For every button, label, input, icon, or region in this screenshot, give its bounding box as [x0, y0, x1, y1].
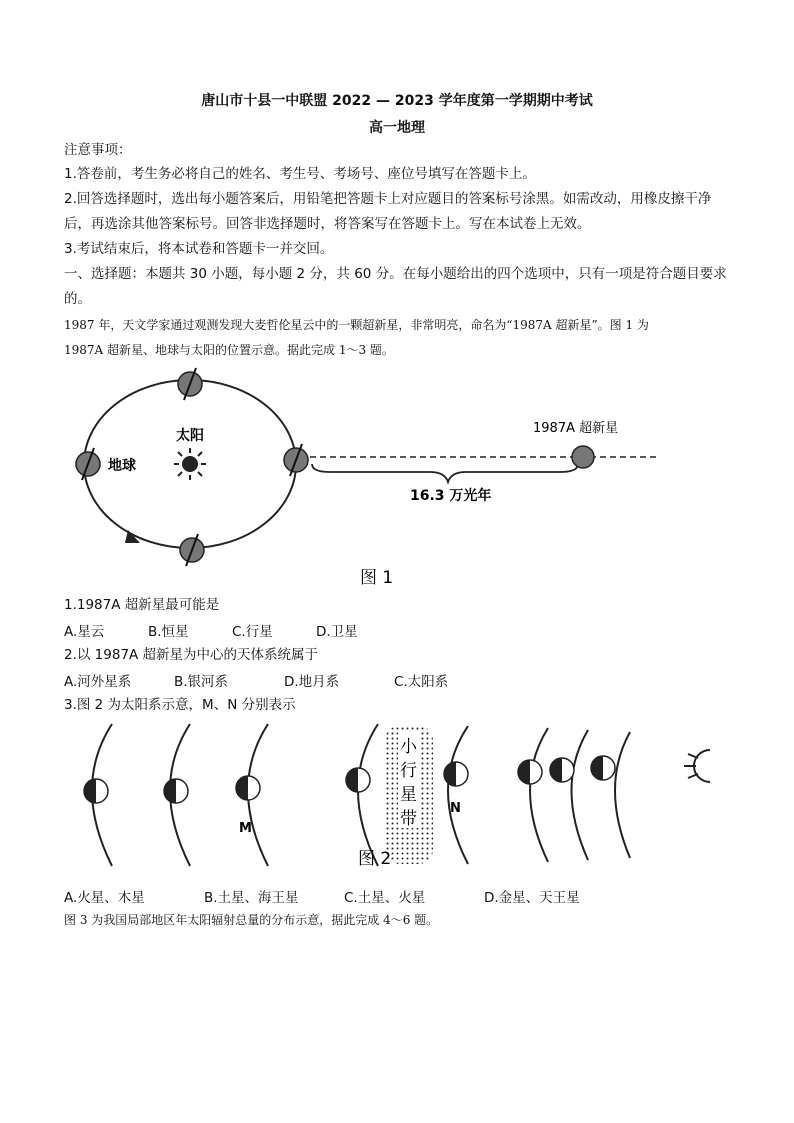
- q3-option-b[interactable]: B.土星、海王星: [204, 890, 299, 906]
- notice-item-2: 2.回答选择题时，选出每小题答案后，用铅笔把答题卡上对应题目的答案标号涂黑。如需改动，用橡皮擦干净: [64, 191, 712, 207]
- q3-option-c[interactable]: C.土星、火星: [344, 890, 426, 906]
- asteroid-label-4: 带: [400, 809, 417, 829]
- planet-7-icon: [550, 758, 574, 782]
- passage-1-line-2: 1987A 超新星、地球与太阳的位置示意。据此完成 1～3 题。: [64, 343, 394, 357]
- planet-2-icon: [164, 779, 188, 803]
- earth-top-icon: [178, 368, 202, 400]
- passage-1-line-1: 1987 年，天文学家通过观测发现大麦哲伦星云中的一颗超新星，非常明亮，命名为“1987A 超新星”。图 1 为: [64, 318, 649, 332]
- asteroid-label-1: 小: [400, 737, 417, 757]
- q2-option-c[interactable]: C.太阳系: [394, 674, 449, 690]
- exam-subject: 高一地理: [369, 120, 425, 136]
- q1-option-c[interactable]: C.行星: [232, 624, 273, 640]
- distance-label: 16.3 万光年: [410, 488, 492, 504]
- passage-2: 图 3 为我国局部地区年太阳辐射总量的分布示意，据此完成 4～6 题。: [64, 913, 439, 927]
- q2-option-b[interactable]: B.银河系: [174, 674, 229, 690]
- notice-item-1: 1.答卷前，考生务必将自己的姓名、考生号、考场号、座位号填写在答题卡上。: [64, 166, 536, 182]
- sun-icon: [684, 750, 710, 782]
- earth-left-icon: [76, 448, 100, 480]
- earth-right-icon: [284, 444, 308, 476]
- figure-1-orbit-diagram: [0, 360, 794, 595]
- planet-4-icon: [346, 768, 370, 792]
- orbit-7: [572, 730, 589, 860]
- exam-title: 唐山市十县一中联盟 2022 — 2023 学年度第一学期期中考试: [201, 93, 593, 109]
- section-heading-cont: 的。: [64, 291, 91, 307]
- q1-option-a[interactable]: A.星云: [64, 624, 105, 640]
- n-label: N: [450, 801, 461, 816]
- section-heading: 一、选择题：本题共 30 小题，每小题 2 分，共 60 分。在每小题给出的四个选项中，只有一项是符合题目要求: [64, 266, 727, 282]
- notice-item-2-cont: 后，再选涂其他答案标号。回答非选择题时，将答案写在答题卡上。写在本试卷上无效。: [64, 216, 591, 232]
- planet-n-icon: [444, 762, 468, 786]
- planet-8-icon: [591, 756, 615, 780]
- asteroid-label-3: 星: [400, 785, 417, 805]
- notice-item-3: 3.考试结束后，将本试卷和答题卡一并交回。: [64, 241, 334, 257]
- question-2-options: [64, 670, 448, 690]
- earth-bottom-icon: [180, 534, 204, 566]
- sun-icon: [174, 448, 206, 480]
- notice-heading: 注意事项：: [64, 142, 132, 158]
- planet-6-icon: [518, 760, 542, 784]
- earth-label: 地球: [108, 458, 136, 474]
- q1-option-b[interactable]: B.恒星: [148, 624, 189, 640]
- supernova-label: 1987A 超新星: [533, 421, 619, 436]
- q3-option-a[interactable]: A.火星、木星: [64, 890, 145, 906]
- asteroid-label-2: 行: [400, 761, 417, 781]
- orbit-5: [448, 726, 468, 864]
- question-1-stem: 1.1987A 超新星最可能是: [64, 597, 220, 613]
- planet-m-icon: [236, 776, 260, 800]
- orbit-8: [615, 732, 630, 858]
- sun-label: 太阳: [176, 428, 204, 444]
- question-2-stem: 2.以 1987A 超新星为中心的天体系统属于: [64, 647, 319, 663]
- supernova-icon: [572, 446, 594, 468]
- distance-brace: [312, 464, 578, 482]
- q1-option-d[interactable]: D.卫星: [316, 624, 358, 640]
- question-3-options: [64, 886, 580, 906]
- q2-option-d[interactable]: D.地月系: [284, 674, 340, 690]
- figure-1-caption: 图 1: [360, 568, 394, 588]
- q3-option-d[interactable]: D.金星、天王星: [484, 890, 580, 906]
- planet-1-icon: [84, 779, 108, 803]
- figure-2-caption: 图 2: [358, 849, 392, 869]
- orbit-4: [358, 724, 378, 866]
- orbit-6: [530, 728, 548, 862]
- question-3-stem: 3.图 2 为太阳系示意，M、N 分别表示: [64, 697, 296, 713]
- figure-2-solar-system: [0, 716, 794, 876]
- m-label: M: [239, 821, 252, 836]
- question-1-options: [64, 620, 358, 640]
- q2-option-a[interactable]: A.河外星系: [64, 674, 132, 690]
